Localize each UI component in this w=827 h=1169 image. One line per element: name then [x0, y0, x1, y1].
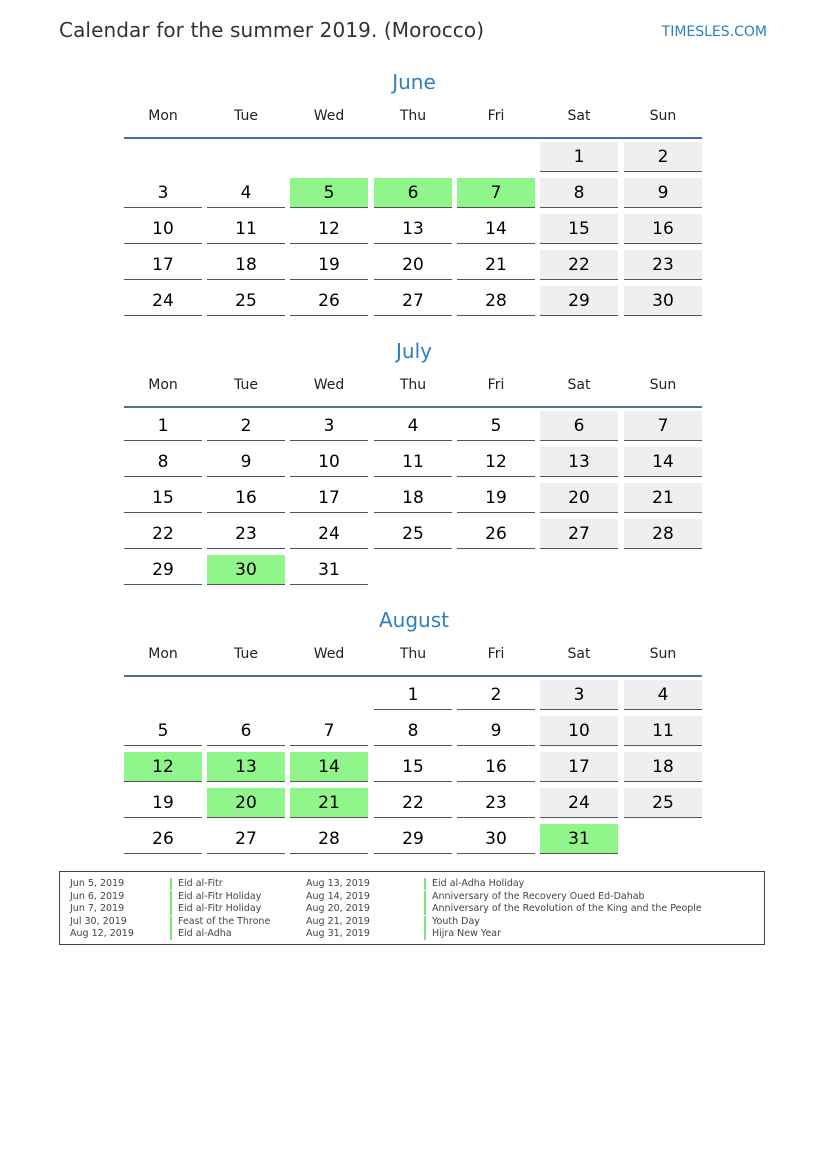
- day-cell[interactable]: 11: [624, 716, 702, 746]
- day-cell[interactable]: 23: [457, 788, 535, 818]
- brand-link[interactable]: TIMESLES.COM: [661, 24, 767, 40]
- day-cell[interactable]: 20: [540, 483, 618, 513]
- day-cell-holiday[interactable]: 30: [207, 555, 285, 585]
- weekday-label: Sat: [567, 108, 591, 124]
- day-cell[interactable]: 10: [540, 716, 618, 746]
- day-cell[interactable]: 10: [290, 447, 368, 477]
- weekday-header: [124, 646, 704, 666]
- day-cell[interactable]: 25: [624, 788, 702, 818]
- day-cell[interactable]: 23: [207, 519, 285, 549]
- legend-date: Jun 5, 2019: [70, 878, 125, 889]
- weekday-divider: [124, 406, 702, 408]
- legend-holiday-name: Hijra New Year: [432, 928, 502, 939]
- day-cell[interactable]: 31: [290, 555, 368, 585]
- legend-date: Aug 31, 2019: [306, 928, 370, 939]
- day-cell[interactable]: 15: [540, 214, 618, 244]
- legend-holiday-name: Anniversary of the Revolution of the King and the People: [432, 903, 702, 914]
- day-cell[interactable]: 26: [290, 286, 368, 316]
- legend-marker: [170, 928, 172, 940]
- day-cell[interactable]: 6: [207, 716, 285, 746]
- day-cell[interactable]: 17: [540, 752, 618, 782]
- weekday-label: Wed: [313, 108, 345, 124]
- day-cell-holiday[interactable]: 6: [374, 178, 452, 208]
- day-cell[interactable]: 25: [207, 286, 285, 316]
- weekday-label: Sat: [567, 646, 591, 662]
- day-cell[interactable]: 2: [207, 411, 285, 441]
- weekday-label: Sun: [649, 377, 677, 393]
- day-cell[interactable]: 28: [624, 519, 702, 549]
- day-cell[interactable]: 30: [457, 824, 535, 854]
- day-cell[interactable]: 19: [290, 250, 368, 280]
- day-cell[interactable]: 7: [624, 411, 702, 441]
- weekday-label: Tue: [234, 108, 258, 124]
- day-cell[interactable]: 24: [124, 286, 202, 316]
- day-cell[interactable]: 10: [124, 214, 202, 244]
- day-cell[interactable]: 22: [374, 788, 452, 818]
- day-cell[interactable]: 4: [624, 680, 702, 710]
- weekday-label: Thu: [399, 377, 427, 393]
- legend-marker: [424, 903, 426, 915]
- weekday-label: Tue: [234, 646, 258, 662]
- day-cell[interactable]: 8: [124, 447, 202, 477]
- day-cell[interactable]: 17: [290, 483, 368, 513]
- day-cell-holiday[interactable]: 31: [540, 824, 618, 854]
- day-cell[interactable]: 18: [207, 250, 285, 280]
- day-cell[interactable]: 29: [540, 286, 618, 316]
- weekday-label: Tue: [234, 377, 258, 393]
- day-cell[interactable]: 7: [290, 716, 368, 746]
- legend-date: Aug 13, 2019: [306, 878, 370, 889]
- day-cell[interactable]: 27: [207, 824, 285, 854]
- day-cell[interactable]: 26: [457, 519, 535, 549]
- day-cell-holiday[interactable]: 13: [207, 752, 285, 782]
- day-cell[interactable]: 1: [124, 411, 202, 441]
- weekday-label: Mon: [148, 377, 178, 393]
- day-cell-holiday[interactable]: 5: [290, 178, 368, 208]
- day-cell[interactable]: 13: [540, 447, 618, 477]
- legend-holiday-name: Eid al-Fitr Holiday: [178, 890, 262, 902]
- day-cell[interactable]: 19: [457, 483, 535, 513]
- legend-marker: [424, 928, 426, 940]
- day-cell[interactable]: 15: [374, 752, 452, 782]
- month-july: [124, 339, 704, 580]
- day-cell[interactable]: 8: [540, 178, 618, 208]
- day-cell[interactable]: 3: [290, 411, 368, 441]
- day-cell[interactable]: 3: [124, 178, 202, 208]
- day-cell[interactable]: 24: [290, 519, 368, 549]
- day-cell[interactable]: 17: [124, 250, 202, 280]
- weekday-header: [124, 377, 704, 397]
- day-cell-holiday[interactable]: 20: [207, 788, 285, 818]
- day-cell[interactable]: 23: [624, 250, 702, 280]
- day-cell[interactable]: 9: [457, 716, 535, 746]
- legend-holiday-name: Eid al-Adha Holiday: [432, 878, 525, 889]
- day-cell[interactable]: 16: [207, 483, 285, 513]
- day-cell-holiday[interactable]: 21: [290, 788, 368, 818]
- legend-marker: [424, 891, 426, 903]
- day-cell[interactable]: 18: [624, 752, 702, 782]
- day-cell[interactable]: 20: [374, 250, 452, 280]
- day-cell[interactable]: 14: [457, 214, 535, 244]
- day-cell[interactable]: 5: [124, 716, 202, 746]
- day-cell[interactable]: 4: [374, 411, 452, 441]
- day-cell[interactable]: 9: [624, 178, 702, 208]
- day-cell[interactable]: 27: [374, 286, 452, 316]
- day-cell[interactable]: 28: [290, 824, 368, 854]
- weekday-label: Sun: [649, 108, 677, 124]
- legend-holiday-name: Anniversary of the Recovery Oued Ed-Dahab: [432, 890, 645, 902]
- day-cell[interactable]: 15: [124, 483, 202, 513]
- legend-date: Aug 12, 2019: [70, 928, 134, 939]
- day-cell[interactable]: 8: [374, 716, 452, 746]
- day-cell[interactable]: 22: [124, 519, 202, 549]
- day-cell[interactable]: 16: [457, 752, 535, 782]
- day-cell[interactable]: 30: [624, 286, 702, 316]
- legend-marker: [424, 878, 426, 890]
- weekday-divider: [124, 675, 702, 677]
- legend-marker: [170, 891, 172, 903]
- weekday-label: Mon: [148, 108, 178, 124]
- day-cell[interactable]: 3: [540, 680, 618, 710]
- legend-marker: [170, 903, 172, 915]
- day-cell[interactable]: 25: [374, 519, 452, 549]
- legend-date: Aug 14, 2019: [306, 890, 370, 902]
- day-cell[interactable]: 1: [374, 680, 452, 710]
- month-august: [124, 608, 704, 849]
- day-cell[interactable]: 1: [540, 142, 618, 172]
- legend-marker: [170, 916, 172, 928]
- weekday-label: Fri: [487, 108, 505, 124]
- weekday-label: Wed: [313, 377, 345, 393]
- legend-holiday-name: Eid al-Fitr: [178, 878, 223, 889]
- day-cell[interactable]: 2: [624, 142, 702, 172]
- page-title: Calendar for the summer 2019. (Morocco): [59, 18, 485, 42]
- day-cell[interactable]: 21: [624, 483, 702, 513]
- legend-holiday-name: Eid al-Fitr Holiday: [178, 903, 262, 914]
- legend-marker: [424, 916, 426, 928]
- weekday-label: Sat: [567, 377, 591, 393]
- holiday-legend: [59, 871, 765, 945]
- day-cell[interactable]: 29: [374, 824, 452, 854]
- legend-holiday-name: Youth Day: [432, 915, 480, 927]
- weekday-label: Thu: [399, 646, 427, 662]
- day-cell[interactable]: 4: [207, 178, 285, 208]
- day-cell[interactable]: 9: [207, 447, 285, 477]
- month-title: August: [379, 608, 449, 632]
- day-cell[interactable]: 16: [624, 214, 702, 244]
- weekday-label: Fri: [487, 377, 505, 393]
- day-cell-holiday[interactable]: 12: [124, 752, 202, 782]
- day-cell[interactable]: 29: [124, 555, 202, 585]
- legend-marker: [170, 878, 172, 890]
- day-cell[interactable]: 2: [457, 680, 535, 710]
- weekday-label: Thu: [399, 108, 427, 124]
- legend-holiday-name: Eid al-Adha: [178, 928, 232, 939]
- legend-date: Aug 20, 2019: [306, 903, 370, 914]
- weekday-label: Sun: [649, 646, 677, 662]
- weekday-label: Wed: [313, 646, 345, 662]
- legend-date: Jun 6, 2019: [70, 890, 125, 902]
- legend-date: Jun 7, 2019: [70, 903, 125, 914]
- weekday-header: [124, 108, 704, 128]
- month-title: June: [392, 70, 436, 94]
- legend-holiday-name: Feast of the Throne: [178, 915, 271, 927]
- day-cell[interactable]: 13: [374, 214, 452, 244]
- day-cell[interactable]: 28: [457, 286, 535, 316]
- legend-date: Jul 30, 2019: [70, 915, 127, 927]
- day-cell[interactable]: 12: [290, 214, 368, 244]
- day-cell[interactable]: 14: [624, 447, 702, 477]
- day-cell[interactable]: 11: [374, 447, 452, 477]
- day-cell[interactable]: 19: [124, 788, 202, 818]
- day-cell[interactable]: 12: [457, 447, 535, 477]
- day-cell[interactable]: 27: [540, 519, 618, 549]
- weekday-divider: [124, 137, 702, 139]
- day-cell[interactable]: 18: [374, 483, 452, 513]
- day-cell[interactable]: 22: [540, 250, 618, 280]
- legend-date: Aug 21, 2019: [306, 915, 370, 927]
- weekday-label: Fri: [487, 646, 505, 662]
- day-cell[interactable]: 26: [124, 824, 202, 854]
- day-cell-holiday[interactable]: 7: [457, 178, 535, 208]
- day-cell[interactable]: 11: [207, 214, 285, 244]
- day-cell[interactable]: 6: [540, 411, 618, 441]
- weekday-label: Mon: [148, 646, 178, 662]
- day-cell-holiday[interactable]: 14: [290, 752, 368, 782]
- day-cell[interactable]: 5: [457, 411, 535, 441]
- day-cell[interactable]: 21: [457, 250, 535, 280]
- month-title: July: [396, 339, 432, 363]
- day-cell[interactable]: 24: [540, 788, 618, 818]
- month-june: [124, 70, 704, 311]
